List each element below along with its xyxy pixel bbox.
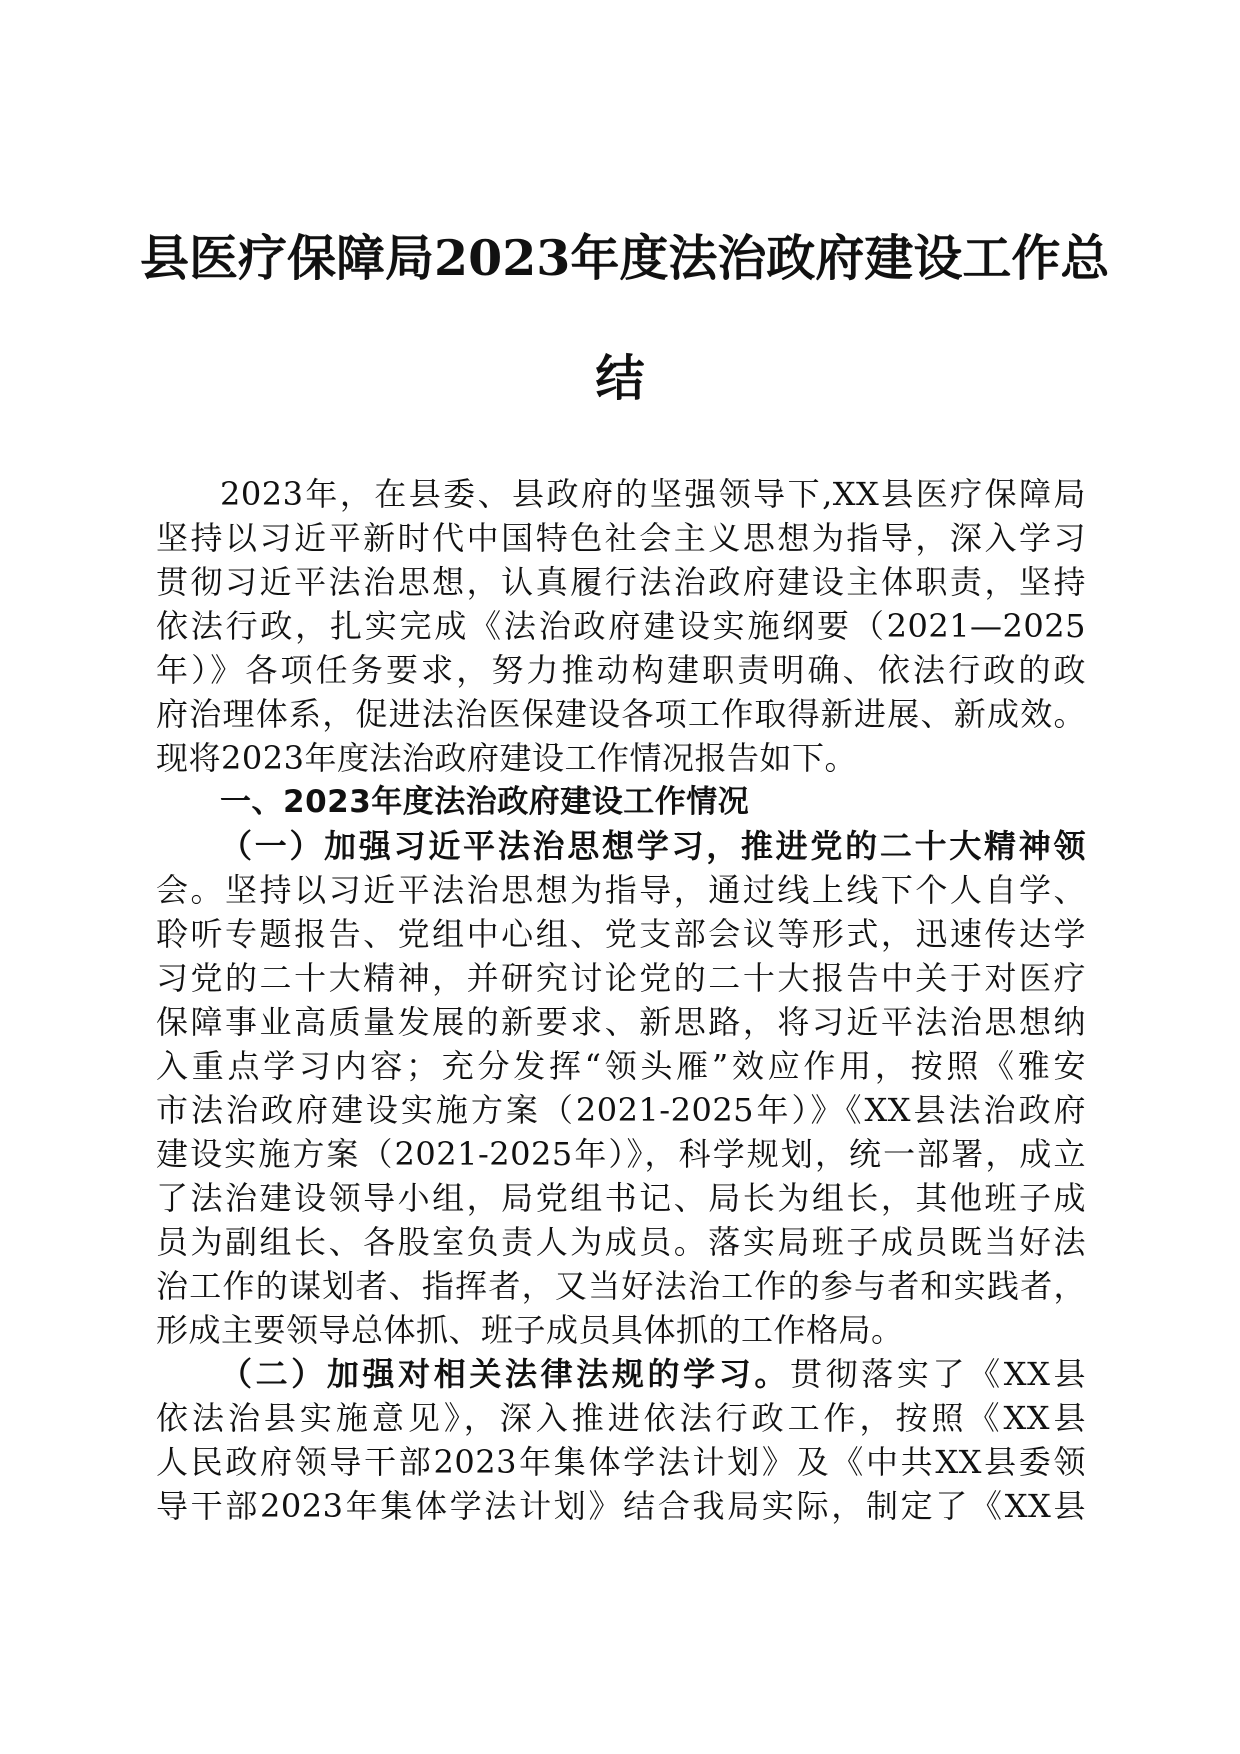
section1-heading: 一、2023年度法治政府建设工作情况 bbox=[220, 784, 750, 820]
subsection1-line-11: 形成主要领导总体抓、班子成员具体抓的工作格局。 bbox=[156, 1311, 904, 1349]
subsection1-line-3: 习党的二十大精神，并研究讨论党的二十大报告中关于对医疗 bbox=[156, 959, 1086, 997]
subsection2-line-1: 依法治县实施意见》，深入推进依法行政工作，按照《XX县 bbox=[156, 1399, 1086, 1437]
subsection2-first-line bbox=[220, 1352, 1086, 1396]
subsection1-line-9: 员为副组长、各股室负责人为成员。落实局班子成员既当好法 bbox=[156, 1223, 1086, 1261]
paragraph1-line-2: 坚持以习近平新时代中国特色社会主义思想为指导，深入学习 bbox=[156, 519, 1086, 557]
paragraph1-line-7: 现将2023年度法治政府建设工作情况报告如下。 bbox=[156, 739, 857, 777]
subsection2-first-line-rest: 贯彻落实了《XX县 bbox=[790, 1355, 1086, 1393]
paragraph1-line-6: 府治理体系，促进法治医保建设各项工作取得新进展、新成效。 bbox=[156, 695, 1086, 733]
subsection2-line-3: 导干部2023年集体学法计划》结合我局实际，制定了《XX县 bbox=[156, 1487, 1086, 1525]
subsection1-line-1: 会。坚持以习近平法治思想为指导，通过线上线下个人自学、 bbox=[156, 871, 1086, 909]
subsection1-line-2: 聆听专题报告、党组中心组、党支部会议等形式，迅速传达学 bbox=[156, 915, 1086, 953]
paragraph1-line-1: 2023年，在县委、县政府的坚强领导下,XX县医疗保障局 bbox=[220, 475, 1086, 513]
paragraph1-line-3: 贯彻习近平法治思想，认真履行法治政府建设主体职责，坚持 bbox=[156, 563, 1086, 601]
subsection2-line-2: 人民政府领导干部2023年集体学法计划》及《中共XX县委领 bbox=[156, 1443, 1086, 1481]
document-title-line-1: 县医疗保障局2023年度法治政府建设工作总 bbox=[140, 229, 1110, 287]
subsection1-line-8: 了法治建设领导小组，局党组书记、局长为组长，其他班子成 bbox=[156, 1179, 1086, 1217]
subsection1-line-10: 治工作的谋划者、指挥者，又当好法治工作的参与者和实践者， bbox=[156, 1267, 1086, 1305]
subsection1-line-7: 建设实施方案（2021-2025年）》，科学规划，统一部署，成立 bbox=[156, 1135, 1086, 1173]
subsection1-line-4: 保障事业高质量发展的新要求、新思路，将习近平法治思想纳 bbox=[156, 1003, 1086, 1041]
document-title-line-2: 结 bbox=[595, 349, 645, 407]
subsection1-line-6: 市法治政府建设实施方案（2021-2025年）》《XX县法治政府 bbox=[156, 1091, 1086, 1129]
subsection2-label: （二）加强对相关法律法规的学习。 bbox=[220, 1355, 791, 1393]
paragraph1-line-4: 依法行政，扎实完成《法治政府建设实施纲要（2021—2025 bbox=[156, 607, 1086, 645]
subsection1-label: （一）加强习近平法治思想学习，推进党的二十大精神领 bbox=[220, 827, 1086, 865]
paragraph1-line-5: 年）》各项任务要求，努力推动构建职责明确、依法行政的政 bbox=[156, 651, 1086, 689]
subsection1-line-5: 入重点学习内容；充分发挥“领头雁”效应作用，按照《雅安 bbox=[156, 1047, 1086, 1085]
